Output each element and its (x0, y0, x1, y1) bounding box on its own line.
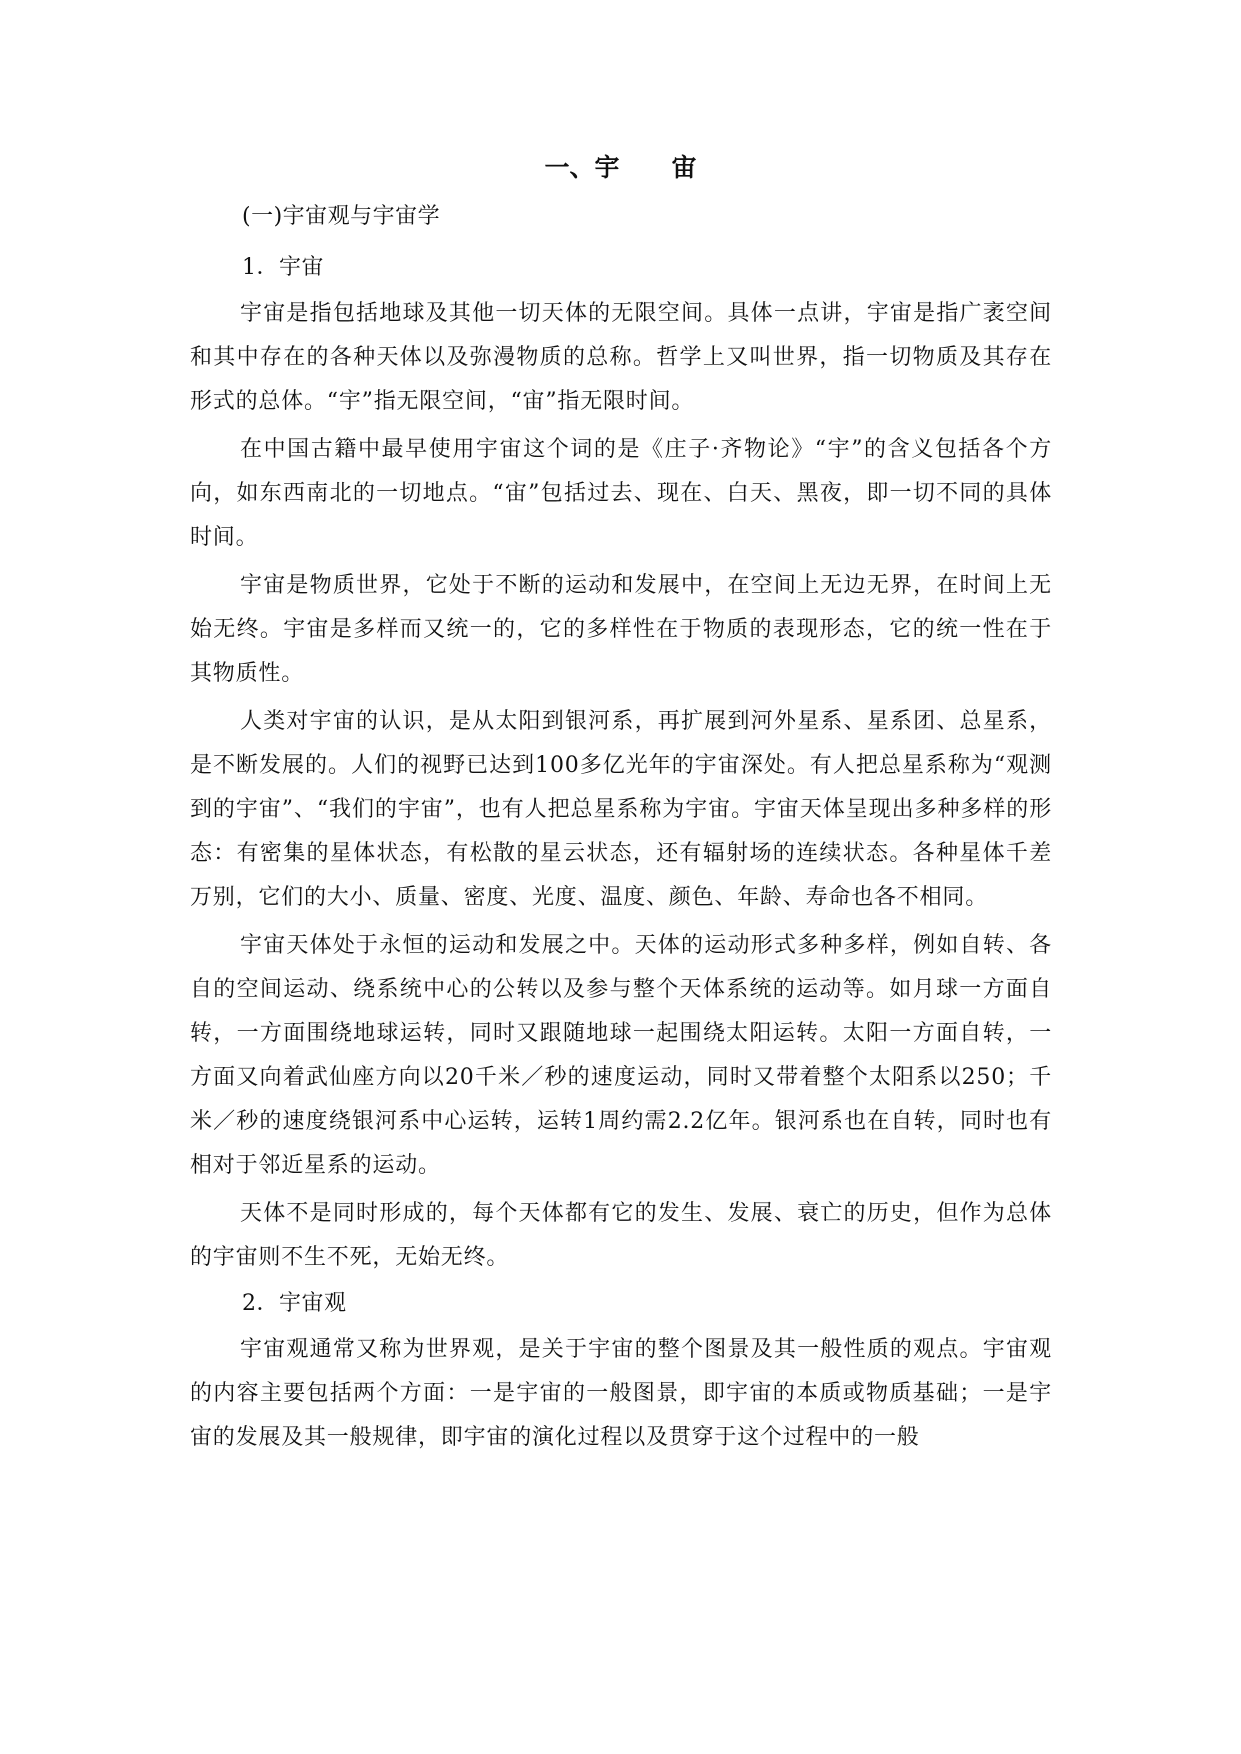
document-body (190, 197, 1052, 1464)
paragraph: 宇宙是物质世界，它处于不断的运动和发展中，在空间上无边无界，在时间上无始无终。宇宙是多样而又统一的，它的多样性在于物质的表现形态，它的统一性在于其物质性。 (190, 573, 1052, 686)
paragraph: 在中国古籍中最早使用宇宙这个词的是《庄子·齐物论》“宇”的含义包括各个方向，如东西南北的一切地点。“宙”包括过去、现在、白天、黑夜，即一切不同的具体时间。 (190, 437, 1052, 550)
title-first-part: 一、宇 (544, 153, 620, 182)
subsection-heading-universe: 1．宇宙 (242, 255, 324, 280)
section-heading: (一)宇宙观与宇宙学 (242, 204, 441, 229)
paragraph: 宇宙是指包括地球及其他一切天体的无限空间。具体一点讲，宇宙是指广袤空间和其中存在的各种天体以及弥漫物质的总称。哲学上又叫世界，指一切物质及其存在形式的总体。“宇”指无限空间，“宙”指无限时间。 (190, 301, 1052, 414)
subsection-heading-cosmology-view: 2．宇宙观 (242, 1291, 347, 1316)
paragraph: 宇宙观通常又称为世界观，是关于宇宙的整个图景及其一般性质的观点。宇宙观的内容主要包括两个方面：一是宇宙的一般图景，即宇宙的本质或物质基础；一是宇宙的发展及其一般规律，即宇宙的演化过程以及贯穿于这个过程中的一般 (190, 1337, 1052, 1450)
title-second-part: 宙 (671, 153, 697, 182)
paragraph: 天体不是同时形成的，每个天体都有它的发生、发展、衰亡的历史，但作为总体的宇宙则不生不死，无始无终。 (190, 1201, 1052, 1270)
paragraph: 宇宙天体处于永恒的运动和发展之中。天体的运动形式多种多样，例如自转、各自的空间运动、绕系统中心的公转以及参与整个天体系统的运动等。如月球一方面自转，一方面围绕地球运转，同时又跟随地球一起围绕太阳运转。太阳一方面自转，一方面又向着武仙座方向以20千米／秒的速度运动，同时又带着整个太阳系以250；千米／秒的速度绕银河系中心运转，运转1周约需2.2亿年。银河系也在自转，同时也有相对于邻近星系的运动。 (190, 933, 1052, 1178)
page-title (0, 148, 1241, 188)
paragraph: 人类对宇宙的认识，是从太阳到银河系，再扩展到河外星系、星系团、总星系，是不断发展的。人们的视野已达到100多亿光年的宇宙深处。有人把总星系称为“观测到的宇宙”、“我们的宇宙”，也有人把总星系称为宇宙。宇宙天体呈现出多种多样的形态：有密集的星体状态，有松散的星云状态，还有辐射场的连续状态。各种星体千差万别，它们的大小、质量、密度、光度、温度、颜色、年龄、寿命也各不相同。 (190, 709, 1052, 910)
